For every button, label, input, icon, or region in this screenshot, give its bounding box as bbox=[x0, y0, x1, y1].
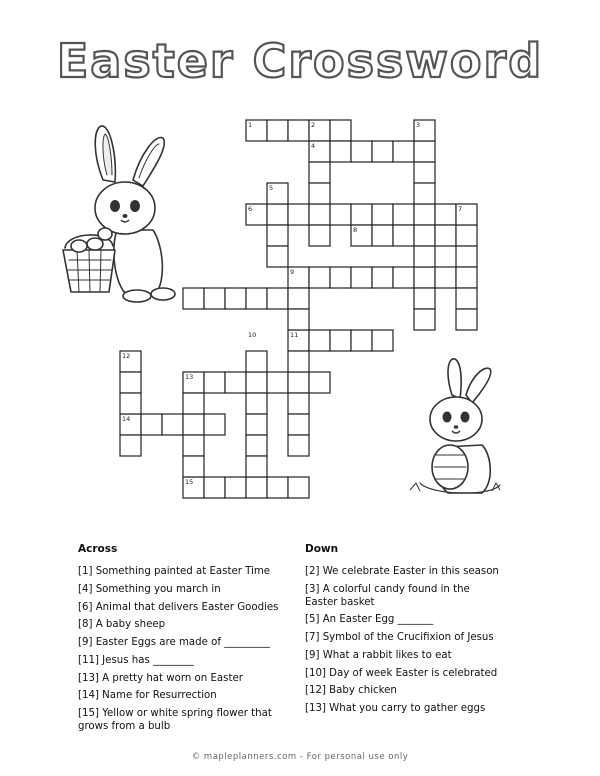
clue-number: [13] bbox=[305, 703, 326, 715]
grid-cell[interactable] bbox=[414, 246, 435, 267]
grid-cell[interactable] bbox=[204, 477, 225, 498]
down-clue bbox=[305, 584, 505, 610]
down-clue bbox=[305, 614, 505, 627]
grid-cell[interactable] bbox=[393, 225, 414, 246]
grid-cell[interactable] bbox=[267, 204, 288, 225]
clue-text: Baby chicken bbox=[329, 685, 397, 697]
grid-cell[interactable] bbox=[435, 204, 456, 225]
grid-cell[interactable] bbox=[456, 225, 477, 246]
clue-text: Yellow or white spring flower that grows from a bulb bbox=[78, 708, 272, 732]
grid-cell[interactable] bbox=[330, 120, 351, 141]
grid-cell[interactable] bbox=[288, 204, 309, 225]
down-clue bbox=[305, 650, 505, 663]
grid-cell[interactable] bbox=[414, 309, 435, 330]
grid-cell[interactable] bbox=[288, 351, 309, 372]
grid-cell[interactable] bbox=[435, 225, 456, 246]
grid-cell[interactable] bbox=[141, 414, 162, 435]
clue-number: [12] bbox=[305, 685, 326, 697]
grid-cell[interactable] bbox=[225, 288, 246, 309]
clue-number-label: 15 bbox=[185, 478, 194, 486]
grid-cell[interactable] bbox=[393, 204, 414, 225]
clue-number: [1] bbox=[78, 566, 93, 578]
across-clue bbox=[78, 619, 298, 632]
clue-text: Jesus has ________ bbox=[102, 654, 194, 666]
clue-number-label: 9 bbox=[290, 268, 295, 276]
grid-cell[interactable] bbox=[225, 372, 246, 393]
clue-number-label: 14 bbox=[122, 415, 131, 423]
grid-cell[interactable] bbox=[267, 288, 288, 309]
clue-text: Something painted at Easter Time bbox=[95, 566, 271, 578]
clue-text: A colorful candy found in the Easter basket bbox=[305, 583, 470, 608]
grid-cell[interactable] bbox=[246, 456, 267, 477]
grid-cell[interactable] bbox=[288, 393, 309, 414]
grid-cell[interactable] bbox=[456, 309, 477, 330]
bunny-with-egg-illustration bbox=[390, 355, 520, 505]
grid-cell[interactable] bbox=[288, 435, 309, 456]
clue-number: [6] bbox=[78, 601, 93, 613]
clue-text: Day of week Easter is celebrated bbox=[329, 667, 498, 679]
grid-cell[interactable] bbox=[183, 414, 204, 435]
clue-number-label: 2 bbox=[311, 121, 316, 129]
grid-cell[interactable] bbox=[162, 414, 183, 435]
grid-cell[interactable] bbox=[267, 246, 288, 267]
clue-number: [7] bbox=[305, 632, 320, 644]
clue-text: Animal that delivers Easter Goodies bbox=[95, 601, 279, 613]
grid-cell[interactable] bbox=[456, 288, 477, 309]
clue-text: Symbol of the Crucifixion of Jesus bbox=[322, 632, 494, 644]
down-clue bbox=[305, 685, 505, 698]
across-clue bbox=[78, 602, 298, 615]
grid-cell[interactable] bbox=[267, 120, 288, 141]
grid-cell[interactable] bbox=[351, 267, 372, 288]
across-clue bbox=[78, 655, 298, 668]
grid-cell[interactable] bbox=[204, 414, 225, 435]
clue-number-label: 8 bbox=[353, 226, 358, 234]
down-clue bbox=[305, 668, 505, 681]
grid-cell[interactable] bbox=[414, 267, 435, 288]
grid-cell[interactable] bbox=[225, 477, 246, 498]
footer-copyright: © mapleplanners.com - For personal use only bbox=[191, 752, 409, 762]
grid-cell[interactable] bbox=[330, 204, 351, 225]
grid-cell[interactable] bbox=[372, 141, 393, 162]
clue-number: [10] bbox=[305, 667, 326, 679]
grid-cell[interactable] bbox=[183, 288, 204, 309]
grid-cell[interactable] bbox=[267, 372, 288, 393]
clue-number: [9] bbox=[78, 637, 93, 649]
grid-cell[interactable] bbox=[414, 204, 435, 225]
grid-cell[interactable] bbox=[246, 477, 267, 498]
clue-number: [8] bbox=[78, 619, 93, 631]
across-clue bbox=[78, 673, 298, 686]
grid-cell[interactable] bbox=[393, 267, 414, 288]
grid-cell[interactable] bbox=[246, 414, 267, 435]
clue-number-label: 1 bbox=[248, 121, 253, 129]
clue-number-label: 3 bbox=[416, 121, 421, 129]
grid-cell[interactable] bbox=[330, 141, 351, 162]
grid-cell[interactable] bbox=[309, 267, 330, 288]
clue-text: What you carry to gather eggs bbox=[329, 703, 486, 715]
grid-cell[interactable] bbox=[393, 141, 414, 162]
clue-text: Name for Resurrection bbox=[102, 690, 217, 702]
grid-cell[interactable] bbox=[456, 267, 477, 288]
grid-cell[interactable] bbox=[246, 288, 267, 309]
grid-cell[interactable] bbox=[351, 204, 372, 225]
clue-number-label: 11 bbox=[290, 331, 299, 339]
clue-number: [15] bbox=[78, 708, 99, 720]
across-clues bbox=[78, 543, 298, 739]
grid-cell[interactable] bbox=[309, 162, 330, 183]
clue-number-label: 10 bbox=[248, 331, 257, 339]
down-clue bbox=[305, 566, 505, 579]
clue-text: An Easter Egg _______ bbox=[322, 614, 434, 626]
clue-number: [13] bbox=[78, 672, 99, 684]
clue-text: We celebrate Easter in this season bbox=[322, 566, 499, 578]
clue-text: What a rabbit likes to eat bbox=[322, 649, 452, 661]
grid-cell[interactable] bbox=[183, 393, 204, 414]
grid-cell[interactable] bbox=[372, 204, 393, 225]
down-clue bbox=[305, 632, 505, 645]
across-clue bbox=[78, 690, 298, 703]
grid-cell[interactable] bbox=[309, 183, 330, 204]
grid-cell[interactable] bbox=[414, 141, 435, 162]
grid-cell[interactable] bbox=[288, 372, 309, 393]
clue-text: A baby sheep bbox=[95, 619, 166, 631]
clue-number-label: 4 bbox=[311, 142, 316, 150]
clue-number: [2] bbox=[305, 566, 320, 578]
grid-cell[interactable] bbox=[372, 225, 393, 246]
grid-cell[interactable] bbox=[267, 477, 288, 498]
clue-number: [4] bbox=[78, 583, 93, 595]
clue-number-label: 12 bbox=[122, 352, 131, 360]
grid-cell[interactable] bbox=[288, 120, 309, 141]
grid-cell[interactable] bbox=[288, 288, 309, 309]
grid-cell[interactable] bbox=[414, 183, 435, 204]
grid-cell[interactable] bbox=[246, 435, 267, 456]
bunny-with-basket-illustration bbox=[55, 120, 185, 305]
grid-cell[interactable] bbox=[246, 351, 267, 372]
down-clue bbox=[305, 703, 505, 716]
clue-text: Something you march in bbox=[95, 583, 221, 595]
grid-cell[interactable] bbox=[309, 372, 330, 393]
clue-number: [5] bbox=[305, 614, 320, 626]
grid-cell[interactable] bbox=[288, 477, 309, 498]
grid-cell[interactable] bbox=[204, 372, 225, 393]
clue-text: A pretty hat worn on Easter bbox=[102, 672, 243, 684]
clue-number: [9] bbox=[305, 649, 320, 661]
grid-cell[interactable] bbox=[414, 288, 435, 309]
across-clue bbox=[78, 637, 298, 650]
grid-cell[interactable] bbox=[435, 267, 456, 288]
grid-cell[interactable] bbox=[183, 435, 204, 456]
grid-cell[interactable] bbox=[288, 309, 309, 330]
grid-cell[interactable] bbox=[351, 330, 372, 351]
grid-cell[interactable] bbox=[351, 141, 372, 162]
grid-cell[interactable] bbox=[288, 414, 309, 435]
clue-number-label: 5 bbox=[269, 184, 274, 192]
clue-number: [3] bbox=[305, 583, 320, 595]
clue-number-label: 7 bbox=[458, 205, 463, 213]
clue-number: [11] bbox=[78, 654, 99, 666]
clue-number-label: 13 bbox=[185, 373, 194, 381]
page-title-text: Easter Crossword bbox=[56, 34, 544, 88]
grid-cell[interactable] bbox=[267, 225, 288, 246]
across-clue bbox=[78, 584, 298, 597]
grid-cell[interactable] bbox=[120, 435, 141, 456]
grid-cell[interactable] bbox=[309, 330, 330, 351]
across-heading: Across bbox=[78, 543, 118, 555]
clue-number-label: 6 bbox=[248, 205, 253, 213]
grid-cell[interactable] bbox=[330, 267, 351, 288]
grid-cell[interactable] bbox=[330, 330, 351, 351]
down-heading: Down bbox=[305, 543, 339, 555]
grid-cell[interactable] bbox=[372, 267, 393, 288]
grid-cell[interactable] bbox=[183, 456, 204, 477]
grid-cell[interactable] bbox=[309, 204, 330, 225]
clue-text: Easter Eggs are made of _________ bbox=[95, 637, 271, 649]
grid-cell[interactable] bbox=[246, 393, 267, 414]
grid-cell[interactable] bbox=[456, 246, 477, 267]
grid-cell[interactable] bbox=[120, 393, 141, 414]
clue-number: [14] bbox=[78, 690, 99, 702]
down-clues bbox=[305, 543, 505, 721]
grid-cell[interactable] bbox=[414, 225, 435, 246]
grid-cell[interactable] bbox=[120, 372, 141, 393]
grid-cell[interactable] bbox=[246, 372, 267, 393]
across-clue bbox=[78, 708, 298, 734]
grid-cell[interactable] bbox=[309, 225, 330, 246]
grid-cell[interactable] bbox=[372, 330, 393, 351]
grid-cell[interactable] bbox=[414, 162, 435, 183]
grid-cell[interactable] bbox=[204, 288, 225, 309]
across-clue bbox=[78, 566, 298, 579]
